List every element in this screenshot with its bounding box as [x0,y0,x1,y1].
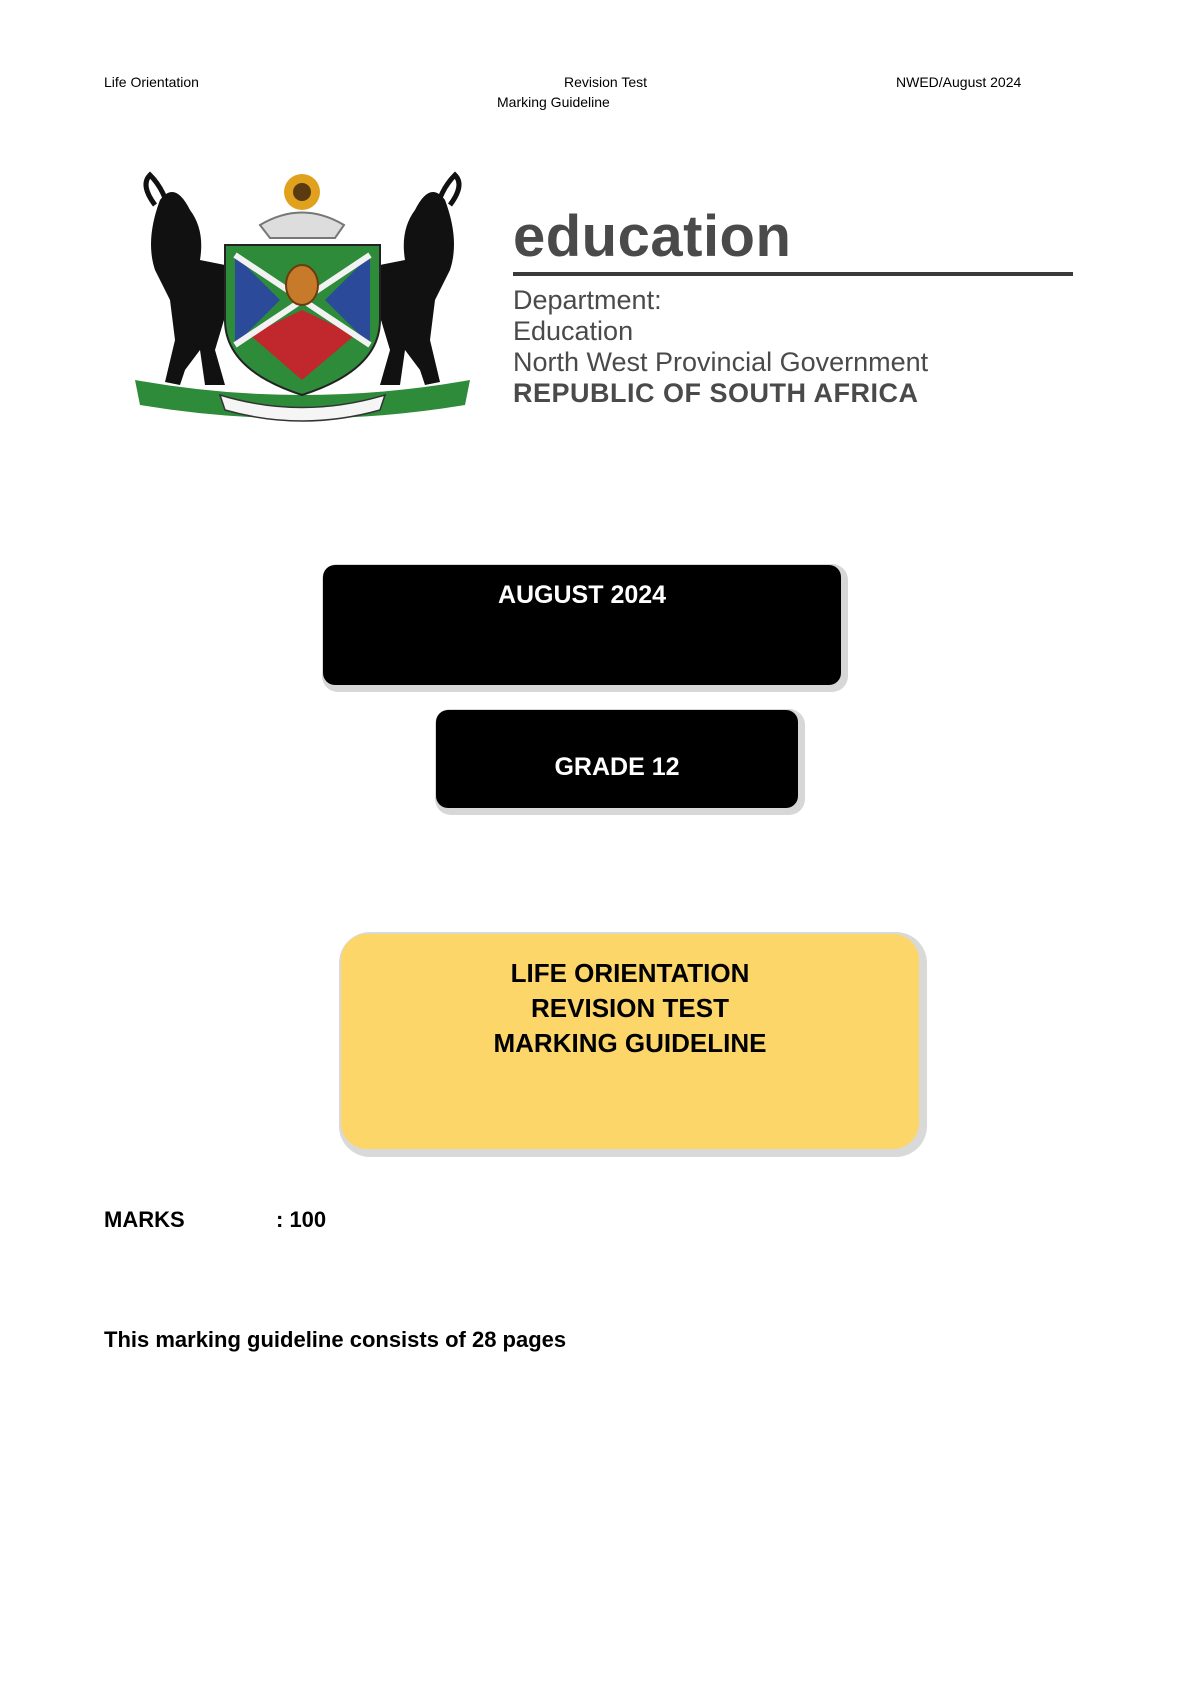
logo-wordmark: education [513,204,792,269]
department-logo [130,170,1080,430]
header-ref: NWED/August 2024 [896,74,1022,90]
marks-label: MARKS [104,1207,185,1232]
logo-line-1: Department: [513,285,662,315]
exam-date-box [323,565,841,685]
logo-line-4: REPUBLIC OF SOUTH AFRICA [513,378,919,408]
grade-box [436,710,798,808]
title-line-2: REVISION TEST [531,993,729,1023]
grade-label: GRADE 12 [554,753,680,781]
exam-date: AUGUST 2024 [497,581,667,609]
header-subtitle: Marking Guideline [497,94,610,110]
title-line-3: MARKING GUIDELINE [493,1028,767,1058]
marks-value: : 100 [276,1207,327,1232]
logo-divider [513,272,1073,276]
logo-line-3: North West Provincial Government [513,347,929,377]
title-line-1: LIFE ORIENTATION [510,958,750,988]
header-subject: Life Orientation [104,74,199,90]
coat-of-arms-icon [130,170,475,430]
page-count-note: This marking guideline consists of 28 pages [104,1327,567,1352]
title-box [341,934,919,1149]
logo-line-2: Education [513,316,634,346]
header-test: Revision Test [564,74,648,90]
